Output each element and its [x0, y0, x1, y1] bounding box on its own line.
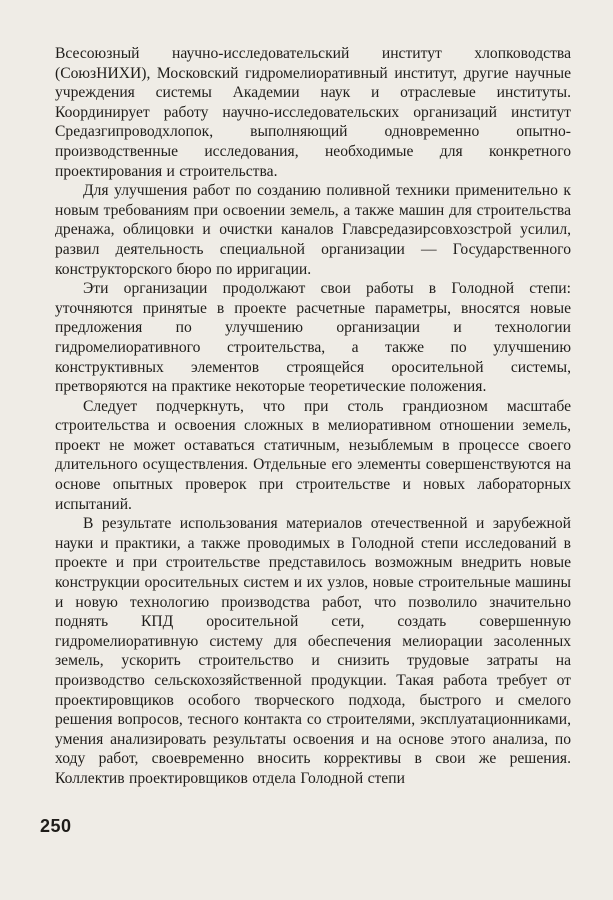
- paragraph-1: Всесоюзный научно-исследовательский институт хлопководства (СоюзНИХИ), Московский гидромелиоративный институт, другие научные учреждения системы Академии наук и отраслевые институты. Координирует работу научно-исследовательских организаций институт Средазгипроводхлопок, выполняющий одновременно опытно-производственные исследования, необходимые для конкретного проектирования и строительства.: [55, 45, 571, 180]
- page-number: 250: [40, 816, 72, 836]
- paragraph-3: Эти организации продолжают свои работы в Голодной степи: уточняются принятые в проекте расчетные параметры, вносятся новые предложения по улучшению организации и технологии гидромелиоративного строительства, а также по улучшению конструктивных элементов строящейся оросительной системы, претворяются на практике некоторые теоретические положения.: [55, 280, 571, 396]
- paragraph-5: В результате использования материалов отечественной и зарубежной науки и практики, а также проводимых в Голодной степи исследований в проекте и при строительстве представилось возможным внедрить новые конструкции оросительных систем и их узлов, новые строительные машины и новую технологию производства работ, что позволило значительно поднять КПД оросительной сети, создать совершенную гидромелиоративную систему для обеспечения мелиорации засоленных земель, ускорить строительство и снизить трудовые затраты на производство сельскохозяйственной продукции. Такая работа требует от проектировщиков особого творческого подхода, быстрого и смелого решения вопросов, тесного контакта со строителями, эксплуатационниками, умения анализировать результаты освоения и на основе этого анализа, по ходу работ, своевременно вносить коррективы в свои же решения. Коллектив проектировщиков отдела Голодной степи: [55, 515, 571, 787]
- body-text: [55, 44, 571, 789]
- paragraph-2: Для улучшения работ по созданию поливной техники применительно к новым требованиям при освоении земель, а также машин для строительства дренажа, облицовки и очистки каналов Главсредазирсовхозстрой усилил, развил деятельность специальной организации — Государственного конструкторского бюро по ирригации.: [55, 182, 571, 278]
- paragraph-4: Следует подчеркнуть, что при столь грандиозном масштабе строительства и освоения сложных в мелиоративном отношении земель, проект не может оставаться статичным, незыблемым в процессе своего длительного осуществления. Отдельные его элементы совершенствуются на основе опытных проверок при строительстве и новых лабораторных испытаний.: [55, 397, 571, 513]
